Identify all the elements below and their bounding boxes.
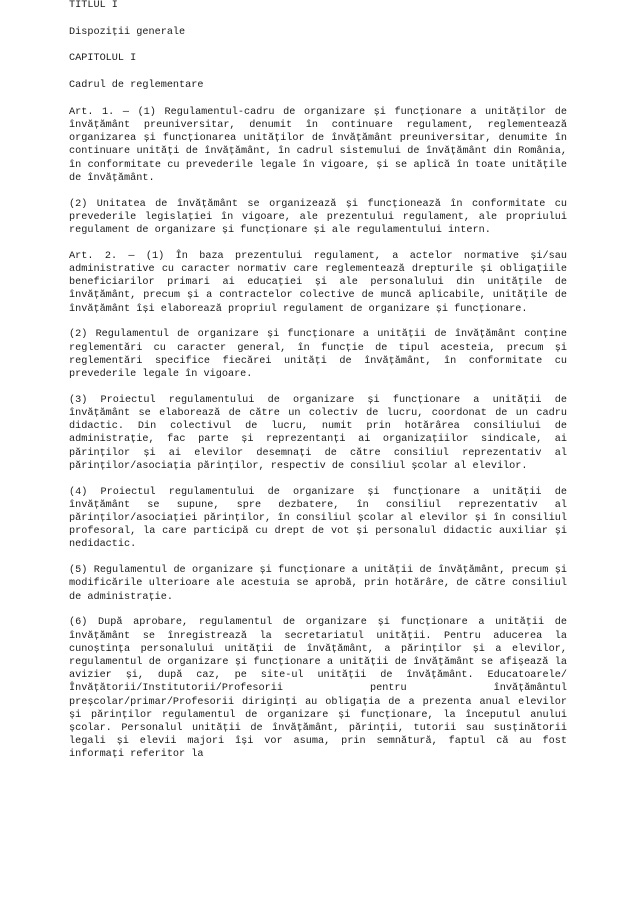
paragraph-art2-2: (2) Regulamentul de organizare și funcționare a unității de învățământ conține reglementări cu caracter general, în funcție de tipul acesteia, precum și reglementări specifice fiecărei unități de învățământ, în conformitate cu prevederile legale în vigoare. [69,329,567,381]
chapter-subtitle: Cadrul de reglementare [69,79,204,91]
title-heading: TITLUL I [69,0,118,11]
paragraph-art2-3: (3) Proiectul regulamentului de organizare și funcționare a unității de învățământ se elaborează de către un colectiv de lucru, coordonat de un cadru didactic. Din colectivul de lucru, numit prin hotărârea consiliului de administrație, fac parte și reprezentanți ai organizațiilor sindicale, ai părinților și ai elevilor desemnați de către consiliul reprezentativ al părinților/asociația părinților, respectiv de consiliul școlar al elevilor. [69,394,567,472]
paragraph-art2-6: (6) După aprobare, regulamentul de organizare și funcționare a unității de învățământ se înregistrează la secretariatul unității. Pentru aducerea la cunoștința personalului unității de învățământ, a părinților și a elevilor, regulamentul de organizare și funcționare a unității de învățământ se afișează la avizier și, după caz, pe site-ul unității de învățământ. Educatoarele/Învățătorii/Institutorii/Profesorii pentru învățământul preșcolar/primar/Profesorii diriginți au obligația de a prezenta anual elevilor și părinților regulamentul de organizare și funcționare, la începutul anului școlar. Personalul unității de învățământ, părinții, tutorii sau susținătorii legali și elevii majori își vor asuma, prin semnătură, faptul că au fost informați referitor la [69,617,567,761]
paragraph-art1-1: Art. 1. — (1) Regulamentul-cadru de organizare și funcționare a unităților de învățământ preuniversitar, denumit în continuare regulament, reglementează organizarea și funcționarea unităților de învățământ preuniversitar, denumite în continuare unități de învățământ, în cadrul sistemului de învățământ din România, în conformitate cu prevederile legale în vigoare, și se aplică în toate unitățile de învățământ. [69,106,567,184]
chapter-heading: CAPITOLUL I [69,53,137,65]
paragraph-art2-5: (5) Regulamentul de organizare și funcționare a unității de învățământ, precum și modificările ulterioare ale acestuia se aprobă, prin hotărâre, de către consiliul de administrație. [69,565,567,603]
paragraph-art2-1: Art. 2. — (1) În baza prezentului regulament, a actelor normative și/sau administrative cu caracter normativ care reglementează drepturile și obligațiile beneficiarilor primari ai educației și ale personalului din unitățile de învățământ, precum și a contractelor colective de muncă aplicabile, unitățile de învățământ își elaborează propriul regulament de organizare și funcționare. [69,250,567,315]
paragraph-art1-2: (2) Unitatea de învățământ se organizează și funcționează în conformitate cu prevederile legislației în vigoare, ale prezentului regulament, ale propriului regulament de organizare și funcționare și ale regulamentului intern. [69,198,567,236]
paragraph-art2-4: (4) Proiectul regulamentului de organizare și funcționare a unității de învățământ se supune, spre dezbatere, în consiliul reprezentativ al părinților/asociației părinților, în consiliul școlar al elevilor și în consiliul profesoral, la care participă cu drept de vot și personalul didactic auxiliar și nedidactic. [69,486,567,551]
document-page [69,0,567,762]
title-subtitle: Dispoziții generale [69,26,186,38]
